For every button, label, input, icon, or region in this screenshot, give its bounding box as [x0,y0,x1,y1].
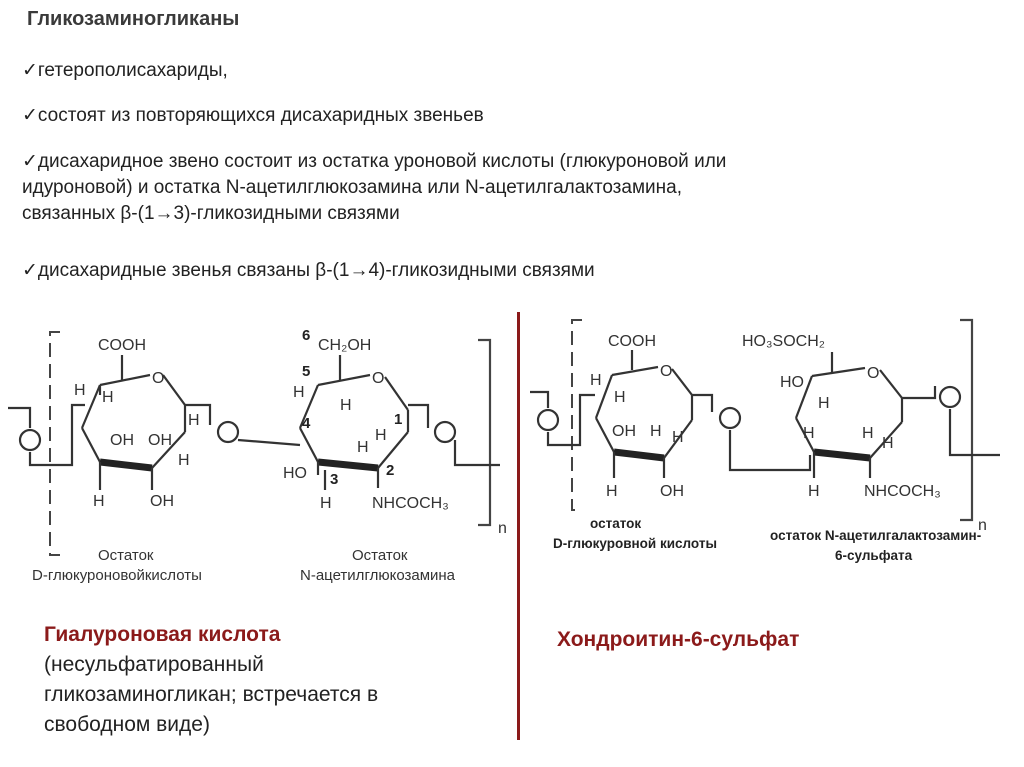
h-atom: H [320,495,332,512]
residue-label: D-глюкуровной кислоты [553,536,717,551]
h-atom: H [93,493,105,510]
bullet-line: связанных β-(1→3)-гликозидными связями [22,203,400,224]
ring-oxygen: O [867,365,880,382]
h-atom: H [882,435,894,452]
caption-title: Гиалуроновая кислота [44,623,281,646]
carbon-number: 3 [330,471,339,488]
carbon-number: 6 [302,327,311,344]
residue-label: Остаток [98,547,154,564]
oh-group: OH [150,493,174,510]
carbon-number: 4 [302,415,311,432]
carbon-number: 5 [302,363,311,380]
bullet-line: ✓гетерополисахариды, [22,60,228,81]
glycosidic-oxygen-left [538,410,558,430]
bracket-right [478,340,490,525]
cooh-group: COOH [608,333,656,350]
h-atom: H [818,395,830,412]
ho-group: HO [283,465,307,482]
section-divider [517,312,520,740]
chondroitin-6-sulfate-structure [530,320,1000,563]
h-atom: H [357,439,369,456]
h-atom: H [606,483,618,500]
ring-oxygen: O [152,370,165,387]
carbon-number: 1 [394,411,403,428]
ho-group: HO [780,374,804,391]
h-atom: H [862,425,874,442]
bullet-line: ✓дисахаридные звенья связаны β-(1→4)-гликозидными связями [22,260,595,281]
glycosidic-oxygen [218,422,238,442]
repeat-n-label: n [978,517,987,534]
bracket-left [50,332,60,555]
ch2oh-group: CH₂OH [318,337,372,354]
h-atom: H [188,412,200,429]
hyaluronic-acid-structure [8,327,507,584]
caption-line: гликозаминогликан; встречается в [44,683,379,706]
repeat-n-label: n [498,520,507,537]
h-atom: H [293,384,305,401]
residue-label: D-глюкуроновойкислоты [32,567,202,584]
caption-line: свободном виде) [44,713,210,736]
oh-group: OH [148,432,172,449]
oh-group: OH [612,423,636,440]
cooh-group: COOH [98,337,146,354]
hyaluronic-caption [44,620,514,740]
bullet-line: идуроновой) и остатка N-ацетилглюкозамина или N-ацетилгалактозамина, [22,177,682,198]
h-atom: H [650,423,662,440]
h-atom: H [590,372,602,389]
h-atom: H [614,389,626,406]
ring-oxygen: O [660,363,673,380]
h-atom: H [803,425,815,442]
chondroitin-caption: Хондроитин-6-сульфат [557,628,800,651]
h-atom: H [74,382,86,399]
h-atom: H [340,397,352,414]
residue-label: N-ацетилглюкозамина [300,567,456,584]
h-atom: H [375,427,387,444]
slide-title: Гликозаминогликаны [27,8,240,30]
bullet-line: ✓состоят из повторяющихся дисахаридных звеньев [22,105,484,126]
caption-line: (несульфатированный [44,653,264,676]
residue-label: остаток N-ацетилгалактозамин- [770,528,982,543]
bracket-right [960,320,972,520]
residue-label: 6-сульфата [835,548,913,563]
glycosidic-oxygen-right [940,387,960,407]
residue-label: Остаток [352,547,408,564]
carbon-number: 2 [386,462,395,479]
h-atom: H [808,483,820,500]
h-atom: H [102,389,114,406]
glycosidic-oxygen [720,408,740,428]
bullet-line: ✓дисахаридное звено состоит из остатка уроновой кислоты (глюкуроновой или [22,151,727,172]
oh-group: OH [110,432,134,449]
residue-label: остаток [590,516,642,531]
nhcoch3-group: NHCOCH₃ [864,483,941,500]
h-atom: H [672,429,684,446]
glycosidic-oxygen-left [20,430,40,450]
oh-group: OH [660,483,684,500]
ring-oxygen: O [372,370,385,387]
ho3soch2-group: HO₃SOCH₂ [742,333,825,350]
h-atom: H [178,452,190,469]
glycosidic-oxygen-right [435,422,455,442]
ring-bond-bold [100,462,152,468]
nhcoch3-group: NHCOCH₃ [372,495,449,512]
